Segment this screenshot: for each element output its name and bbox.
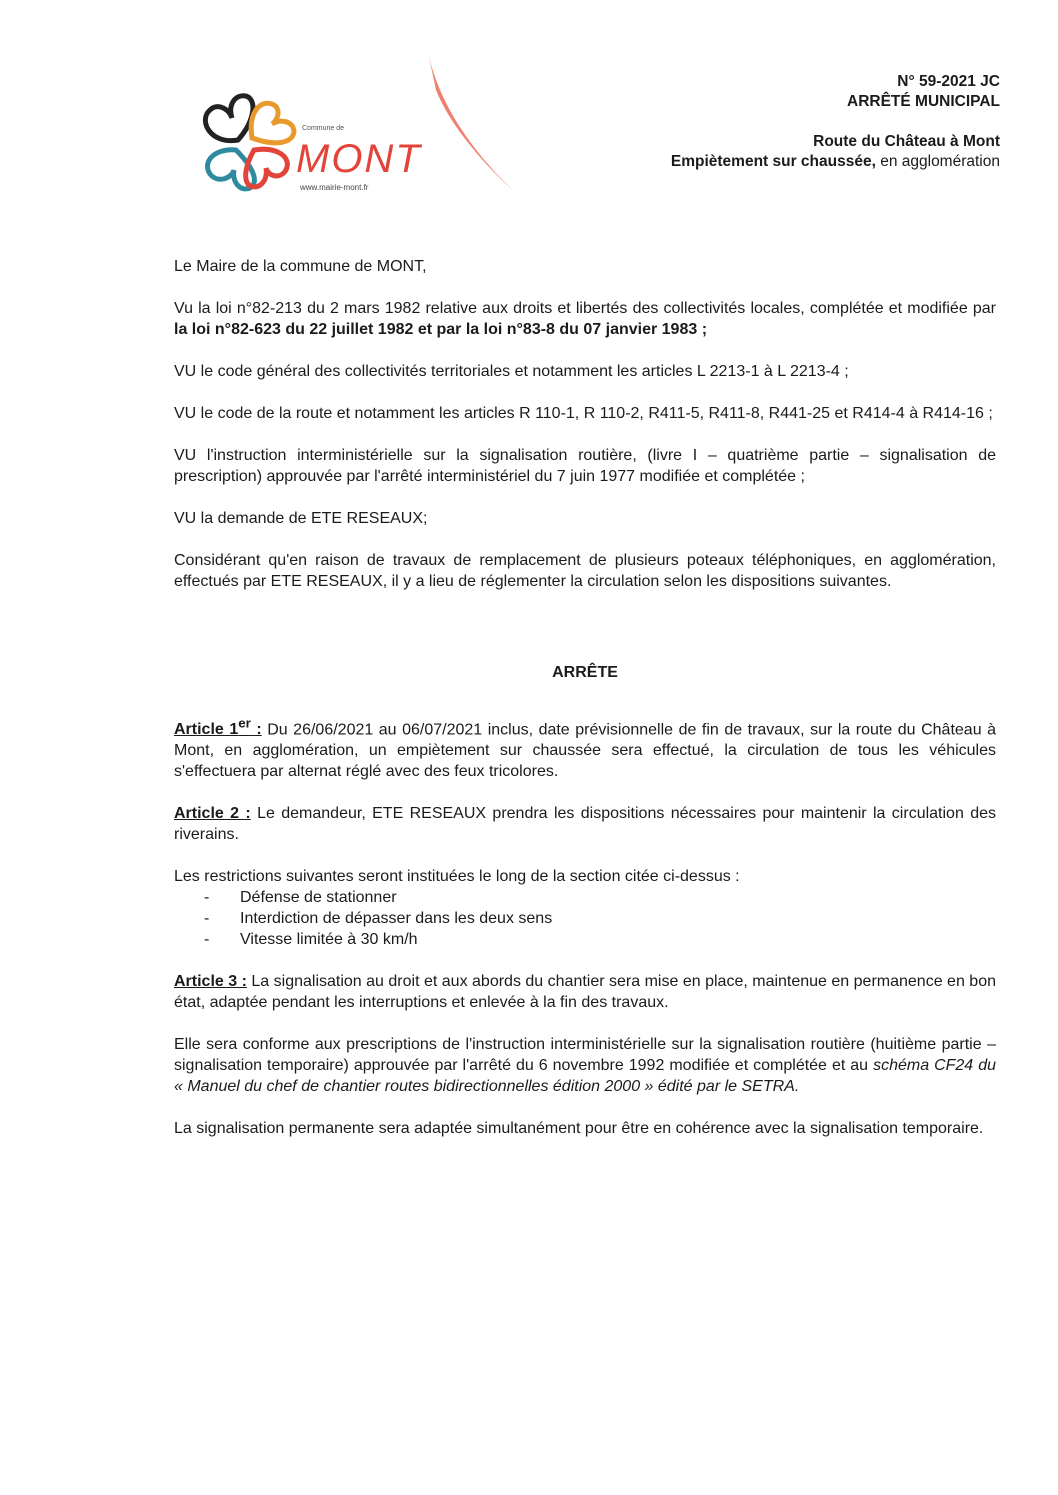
article-3 xyxy=(174,971,996,1013)
vu1-start: Vu la loi n°82-213 du 2 mars 1982 relative aux droits et libertés des collectivités locales, complétée et modifiée par xyxy=(174,300,996,317)
article-3-text: La signalisation au droit et aux abords du chantier sera mise en place, maintenue en permanence en bon état, adaptée pendant les interruptions et enlevée à la fin des travaux. xyxy=(174,973,996,1012)
article-2-label: Article 2 : xyxy=(174,805,251,823)
conformity-start: Elle sera conforme aux prescriptions de l'instruction interministérielle sur la signalisation routière (huitième partie – signalisation temporaire) approuvée par l'arrêté du 6 novembre 1992 modifiée et complétée et au xyxy=(174,1036,996,1075)
logo-website: www.mairie-mont.fr xyxy=(300,183,369,192)
mont-logo-graphic xyxy=(190,50,530,200)
logo-commune-of: Commune de xyxy=(302,125,345,132)
vu-paragraph-1 xyxy=(174,298,996,340)
article-3-label: Article 3 : xyxy=(174,973,247,991)
vu1-bold: la loi n°82-623 du 22 juillet 1982 et par la loi n°83-8 du 07 janvier 1983 ; xyxy=(174,321,708,338)
permanent-signage-paragraph: La signalisation permanente sera adaptée simultanément pour être en cohérence avec la signalisation temporaire. xyxy=(174,1120,984,1138)
restrictions-list xyxy=(204,887,996,950)
considerant-paragraph: Considérant qu'en raison de travaux de remplacement de plusieurs poteaux téléphoniques, en agglomération, effectués par ETE RESEAUX, il y a lieu de réglementer la circulation selon les dispositions suivantes. xyxy=(174,552,996,590)
document-body xyxy=(174,256,996,1139)
vu-paragraph-5: VU la demande de ETE RESEAUX; xyxy=(174,510,428,527)
document-header xyxy=(671,72,1000,172)
article-1-label: Article 1er : xyxy=(174,716,262,739)
conformity-paragraph xyxy=(174,1034,996,1097)
article-2-text: Le demandeur, ETE RESEAUX prendra les dispositions nécessaires pour maintenir la circulation des riverains. xyxy=(174,805,996,844)
list-item: - Défense de stationner xyxy=(204,889,397,907)
logo-swoosh xyxy=(428,52,518,195)
document-type: ARRÊTÉ MUNICIPAL xyxy=(847,93,1000,110)
list-item: - Interdiction de dépasser dans les deux sens xyxy=(204,910,553,928)
road-name: Route du Château à Mont xyxy=(813,133,1000,150)
subject-line xyxy=(671,152,1000,172)
article-2 xyxy=(174,803,996,845)
intro-paragraph: Le Maire de la commune de MONT, xyxy=(174,258,427,275)
restrictions-intro: Les restrictions suivantes seront instituées le long de la section citée ci-dessus : xyxy=(174,868,740,886)
vu-paragraph-2: VU le code général des collectivités territoriales et notamment les articles L 2213-1 à L 2213-4 ; xyxy=(174,363,849,380)
logo-heart-orange xyxy=(251,103,294,143)
article-1-text: Du 26/06/2021 au 06/07/2021 inclus, date prévisionnelle de fin de travaux, sur la route du Château à Mont, en agglomération, un empiètement sur chaussée sera effectué, la circulation de tous les véhicules s'effectuera par alternat réglé avec des feux tricolores. xyxy=(174,721,997,781)
subject-rest: en agglomération xyxy=(875,153,1000,170)
commune-logo xyxy=(190,50,530,200)
subject-bold: Empiètement sur chaussée, xyxy=(670,153,876,170)
vu-paragraph-3: VU le code de la route et notamment les articles R 110-1, R 110-2, R411-5, R411-8, R441-25 et R414-4 à R414-16 ; xyxy=(174,405,993,422)
arrete-number: N° 59-2021 JC xyxy=(897,73,1000,90)
vu-paragraph-4: VU l'instruction interministérielle sur la signalisation routière, (livre I – quatrième partie – signalisation de prescription) approuvée par l'arrêté interministériel du 7 juin 1977 modifiée et complétée ; xyxy=(174,447,996,485)
list-item: - Vitesse limitée à 30 km/h xyxy=(204,931,418,949)
arrete-title: ARRÊTE xyxy=(552,664,618,681)
logo-name: MONT xyxy=(296,137,422,181)
conformity-italic: schéma CF24 du « Manuel du chef de chantier routes bidirectionnelles édition 2000 » édité par le SETRA. xyxy=(174,1057,996,1096)
logo-heart-black xyxy=(205,96,253,141)
article-1 xyxy=(174,713,996,782)
